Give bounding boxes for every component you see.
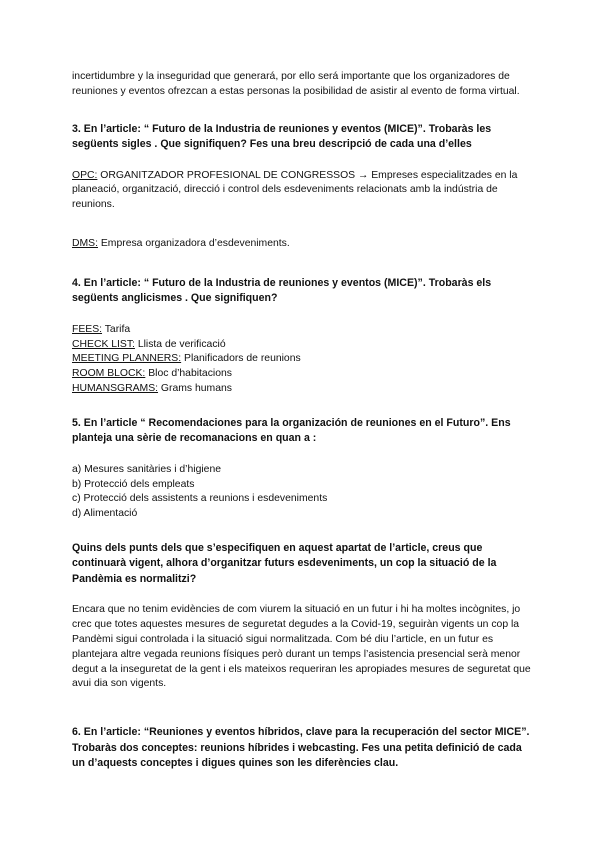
definition-term: OPC:: [72, 169, 98, 181]
definition-text: ORGANITZADOR PROFESIONAL DE CONGRESSOS → Empreses especialitzades en la planeació, organització, direcció i control dels esdeveniments relacionats amb la indústria de reunions.: [72, 169, 518, 211]
anglicisms-list: [72, 323, 532, 397]
definition-text: Bloc d’habitacions: [145, 368, 232, 380]
list-item: a) Mesures sanitàries i d’higiene: [72, 463, 222, 475]
list-item: [72, 382, 532, 397]
definition-dms: [72, 237, 532, 252]
list-item: b) Protecció dels empleats: [72, 478, 195, 490]
definition-term: CHECK LIST:: [72, 338, 135, 350]
question-5-subheading: Quins dels punts dels que s’especifiquen en aquest apartat de l’article, creus que continuarà vigent, alhora d’organitzar futurs esdeveniments, un cop la situació de la Pandèmia es normalitzi?: [72, 541, 497, 585]
question-5-heading: 5. En l’article “ Recomendaciones para la organización de reuniones en el Futuro”. Ens planteja una sèrie de recomanacions en quan a :: [72, 416, 511, 445]
list-item: [72, 367, 532, 382]
intro-paragraph: incertidumbre y la inseguridad que generará, por ello será importante que los organizadores de reuniones y eventos ofrezcan a estas personas la posibilidad de asistir al evento de forma virtual.: [72, 71, 520, 97]
question-4-heading: 4. En l’article: “ Futuro de la Industria de reuniones y eventos (MICE)”. Trobaràs els següents anglicismes . Que signifiquen?: [72, 276, 492, 305]
definition-term: FEES:: [72, 323, 103, 335]
question-5-answer: Encara que no tenim evidències de com viurem la situació en un futur i hi ha moltes incògnites, jo crec que totes aquestes mesures de seguretat degudes a la Covid-19, seguiràn vigents un cop la Pandèmi sigui controlada i la situació sigui normalitzada. Com bé diu l’article, en un futur es plantejara altre vegada reunions físiques però durant un temps l’asistencia presencial serà menor degut a la inseguretat de la gent i els mateixos requeriran les apropiades mesures de seguretat que avui dia son vigents.: [72, 604, 531, 690]
question-6-heading: 6. En l’article: “Reuniones y eventos híbridos, clave para la recuperación del sector MICE”. Trobaràs dos conceptes: reunions híbrides i webcasting. Fes una petita definició de cada un d’aquests conceptes i digues quines son les diferències clau.: [72, 726, 530, 770]
list-item: d) Alimentació: [72, 508, 138, 520]
definition-text: Grams humans: [158, 382, 232, 394]
definition-text: Llista de verificació: [134, 338, 226, 350]
list-item: c) Protecció dels assistents a reunions i esdeveniments: [72, 493, 328, 505]
definition-text: Tarifa: [102, 323, 131, 335]
definition-term: DMS:: [72, 237, 98, 249]
list-item: [72, 338, 532, 353]
definition-opc: [72, 169, 532, 213]
document-page: [72, 70, 532, 788]
list-item: [72, 323, 532, 338]
definition-term: HUMANSGRAMS:: [72, 382, 159, 394]
definition-term: ROOM BLOCK:: [72, 368, 146, 380]
question-3-heading: 3. En l’article: “ Futuro de la Industria de reuniones y eventos (MICE)”. Trobaràs les següents sigles . Que signifiquen? Fes una breu descripció de cada una d’elles: [72, 122, 492, 151]
list-item: [72, 352, 532, 367]
definition-text: Planificadors de reunions: [181, 353, 301, 365]
recommendations-list: [72, 463, 532, 522]
definition-text: Empresa organizadora d’esdeveniments.: [97, 237, 290, 249]
definition-term: MEETING PLANNERS:: [72, 353, 182, 365]
